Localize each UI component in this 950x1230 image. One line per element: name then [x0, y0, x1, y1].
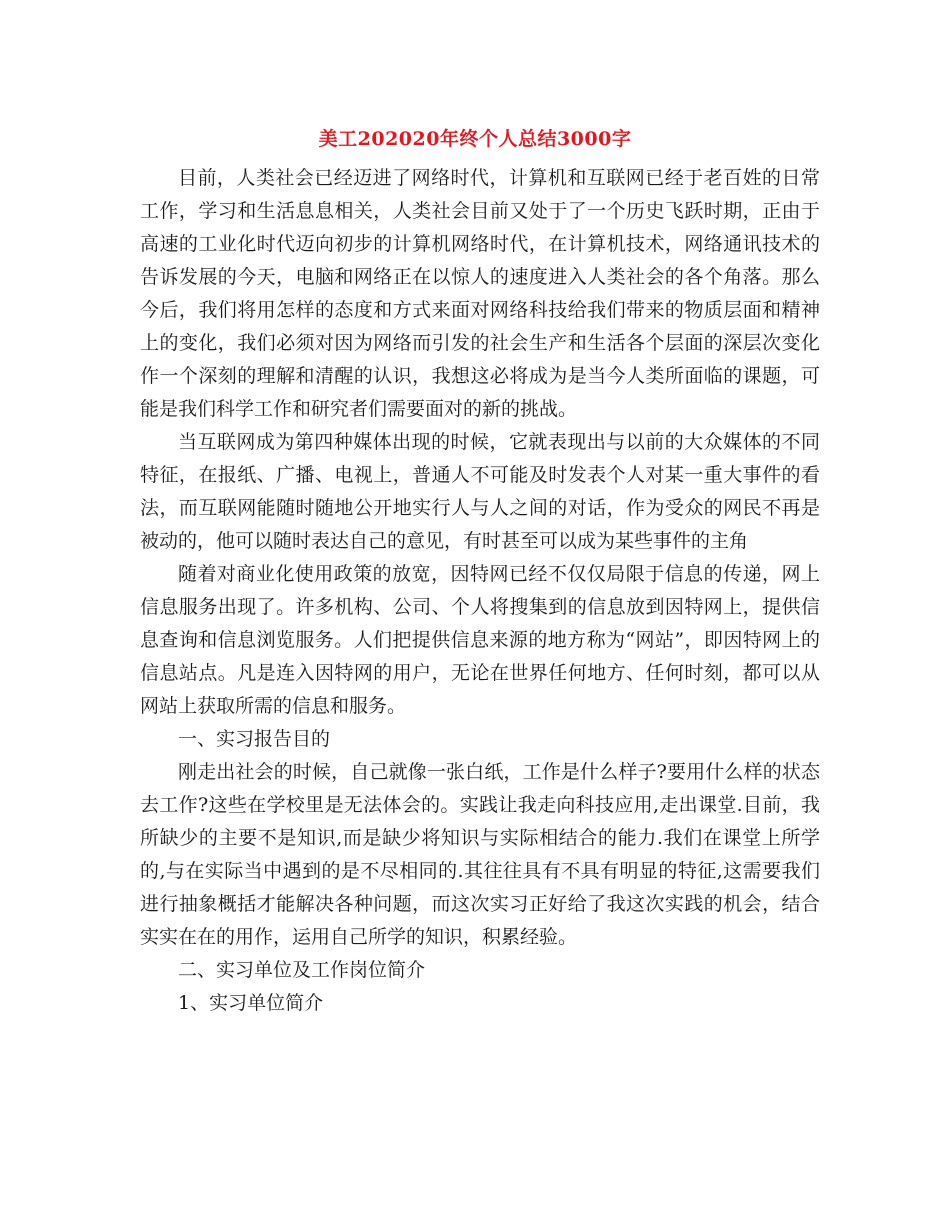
subsection-heading-unit-intro: 1、实习单位简介 [178, 992, 324, 1014]
document-title: 美工202020年终个人总结3000字 [318, 128, 632, 150]
paragraph-4: 刚走出社会的时候，自己就像一张白纸，工作是什么样子?要用什么样的状态去工作?这些在学校里是无法体会的。实践让我走向科技应用,走出课堂.目前，我所缺少的主要不是知识,而是缺少将知识与实际相结合的能力.我们在课堂上所学的,与在实际当中遇到的是不尽相同的.其往往具有不具有明显的特征,这需要我们进行抽象概括才能解决各种问题，而这次实习正好给了我这次实践的机会，结合实实在在的用作，运用自己所学的知识，积累经验。 [140, 761, 820, 948]
paragraph-1: 目前，人类社会已经迈进了网络时代，计算机和互联网已经于老百姓的日常工作，学习和生活息息相关，人类社会目前又处于了一个历史飞跃时期，正由于高速的工业化时代迈向初步的计算机网络时代，在计算机技术，网络通讯技术的告诉发展的今天，电脑和网络正在以惊人的速度进入人类社会的各个角落。那么今后，我们将用怎样的态度和方式来面对网络科技给我们带来的物质层面和精神上的变化，我们必须对因为网络而引发的社会生产和生活各个层面的深层次变化作一个深刻的理解和清醒的认识，我想这必将成为是当今人类所面临的课题，可能是我们科学工作和研究者们需要面对的新的挑战。 [140, 167, 820, 420]
section-heading-purpose: 一、实习报告目的 [178, 728, 331, 750]
document-body [140, 162, 820, 1020]
section-heading-unit: 二、实习单位及工作岗位简介 [178, 959, 426, 981]
paragraph-3: 随着对商业化使用政策的放宽，因特网已经不仅仅局限于信息的传递，网上信息服务出现了。许多机构、公司、个人将搜集到的信息放到因特网上，提供信息查询和信息浏览服务。人们把提供信息来源的地方称为“网站”，即因特网上的信息站点。凡是连入因特网的用户，无论在世界任何地方、任何时刻，都可以从网站上获取所需的信息和服务。 [140, 563, 820, 717]
paragraph-2: 当互联网成为第四种媒体出现的时候，它就表现出与以前的大众媒体的不同特征，在报纸、广播、电视上，普通人不可能及时发表个人对某一重大事件的看法，而互联网能随时随地公开地实行人与人之间的对话，作为受众的网民不再是被动的，他可以随时表达自己的意见，有时甚至可以成为某些事件的主角 [140, 431, 820, 552]
